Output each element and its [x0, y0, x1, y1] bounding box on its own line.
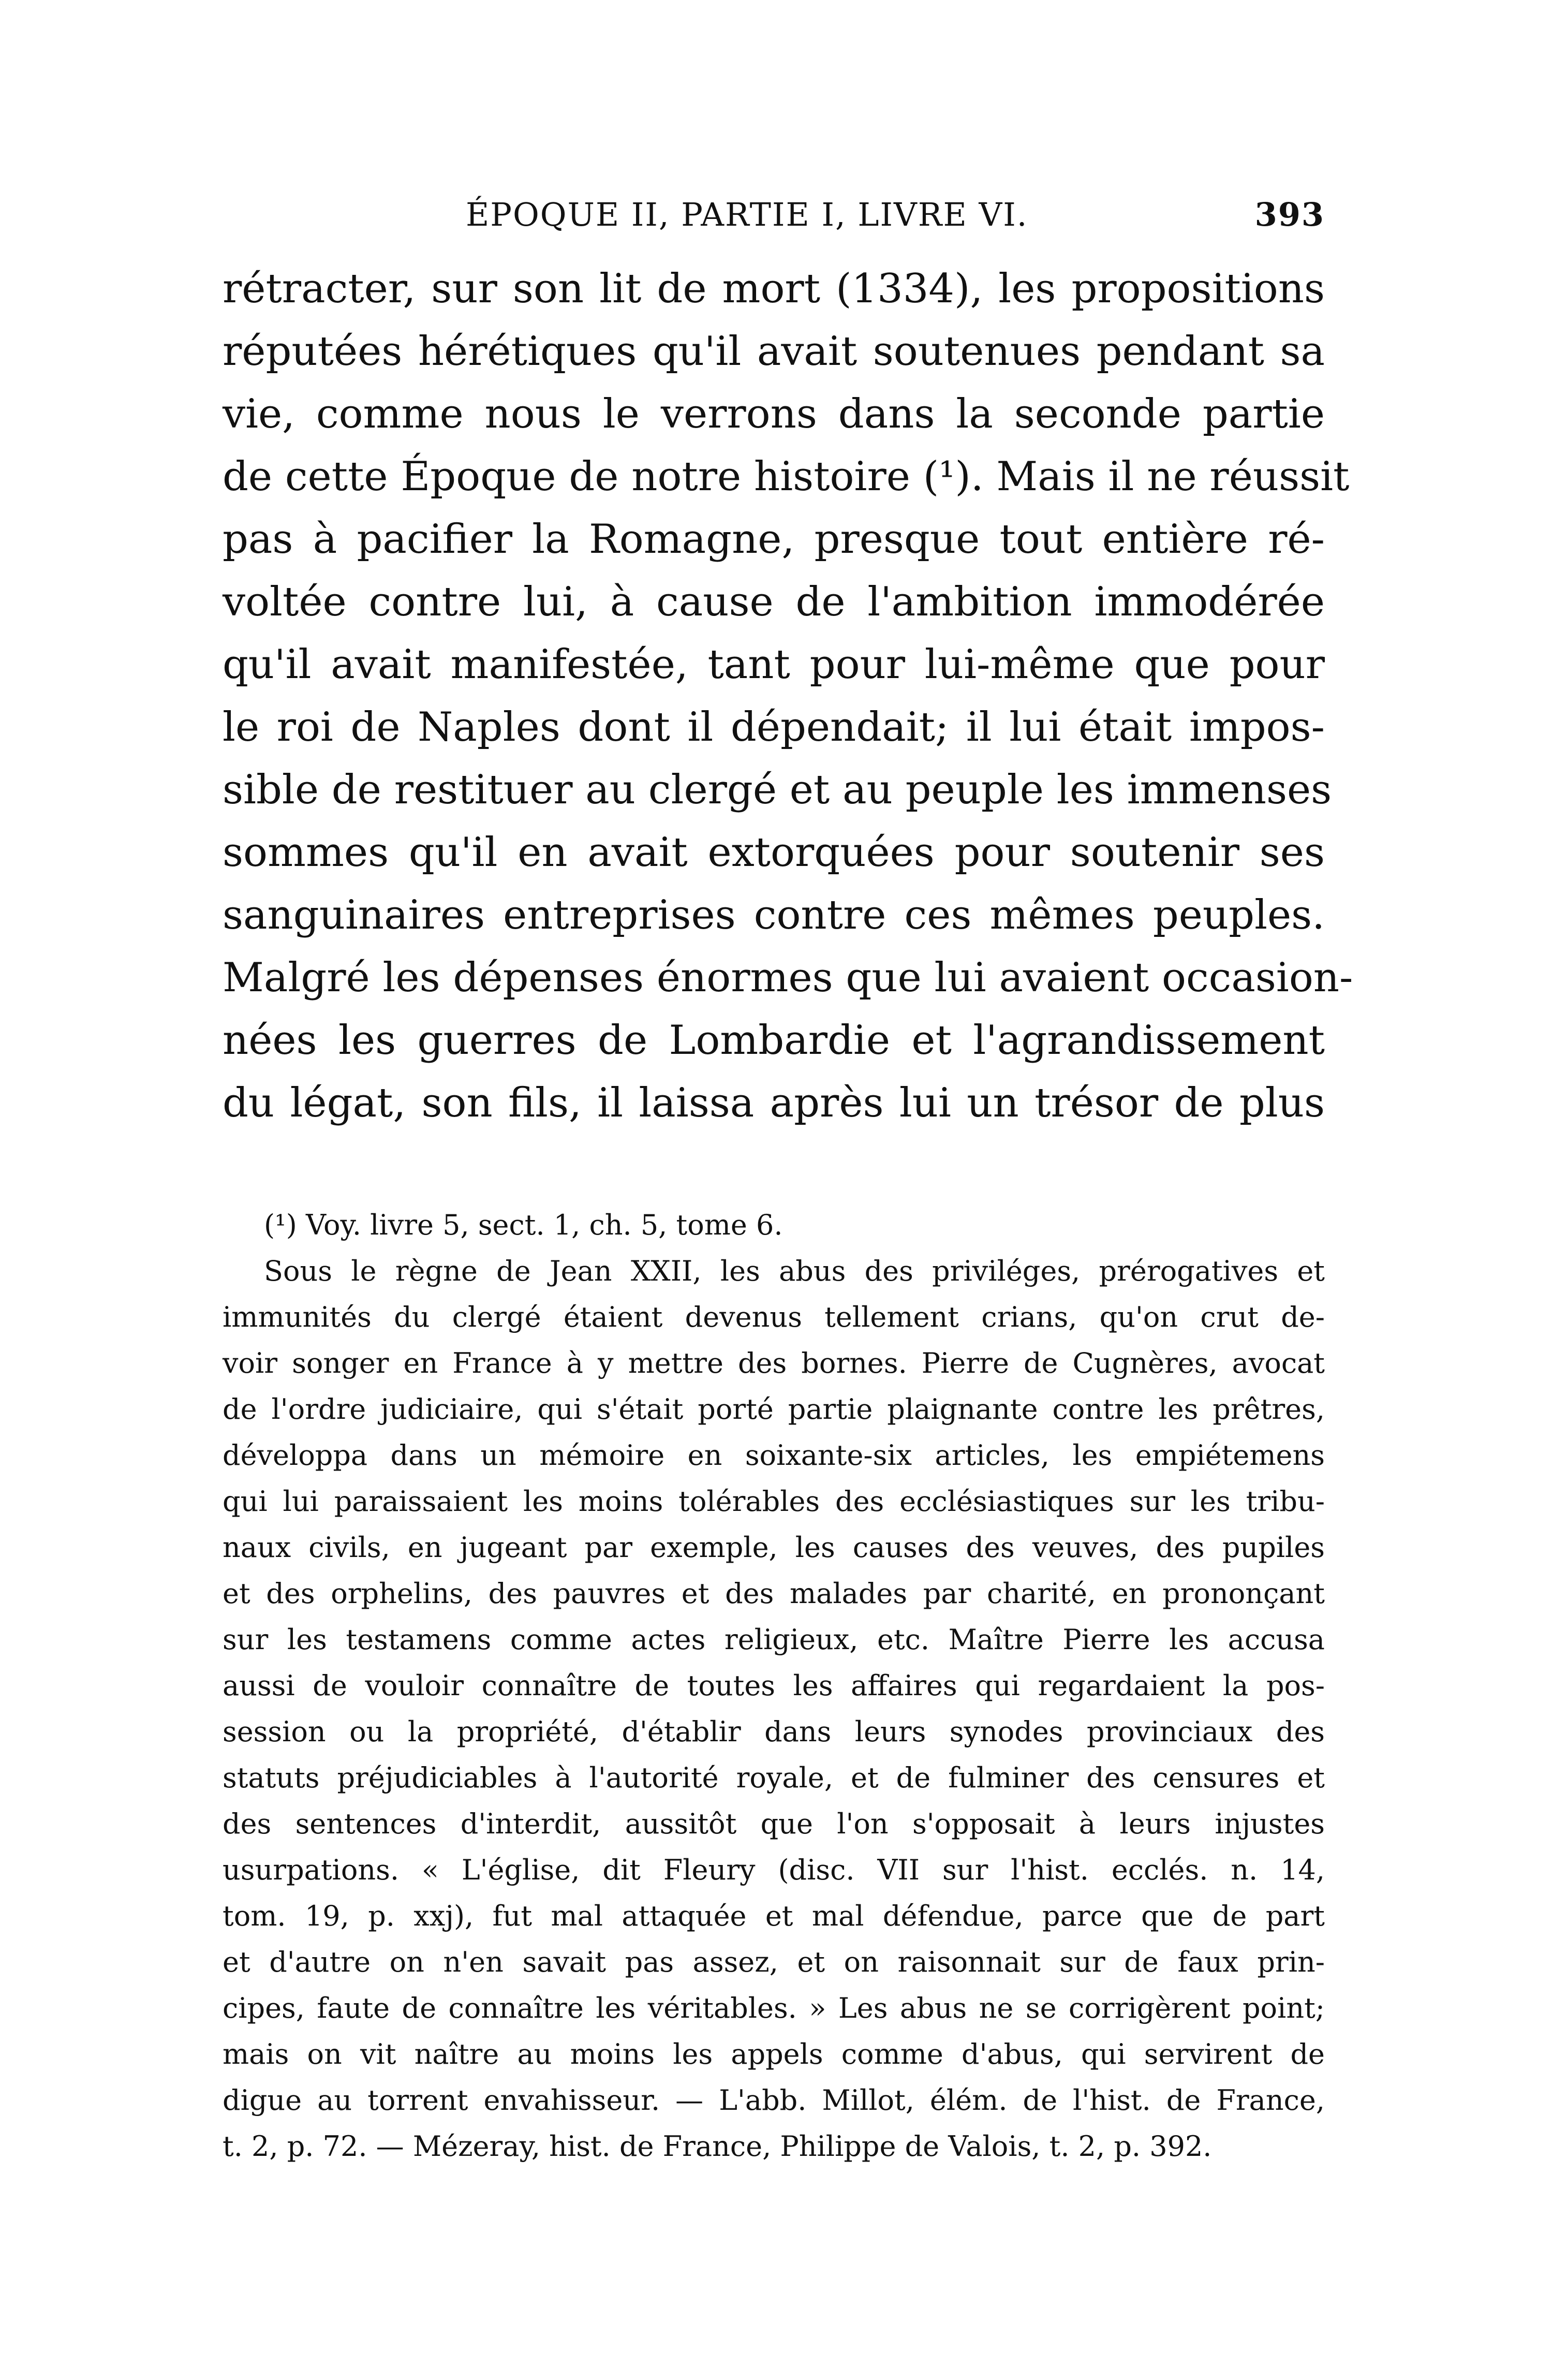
footnotes [223, 1202, 1325, 2169]
body-line: qu'il avait manifestée, tant pour lui-même que pour [223, 641, 1325, 688]
body-line: du légat, son fils, il laissa après lui un trésor de plus [223, 1080, 1325, 1126]
footnote-line: cipes, faute de connaître les véritables. » Les abus ne se corrigèrent point; [223, 1992, 1325, 2024]
footnote-line: usurpations. « L'église, dit Fleury (disc. VII sur l'hist. ecclés. n. 14, [223, 1854, 1325, 1886]
footnote-line: et d'autre on n'en savait pas assez, et on raisonnait sur de faux prin- [223, 1946, 1325, 1978]
footnote-line: digue au torrent envahisseur. — L'abb. Millot, élém. de l'hist. de France, [223, 2084, 1325, 2117]
footnote-line: immunités du clergé étaient devenus tellement crians, qu'on crut de- [223, 1301, 1325, 1333]
footnote-line: mais on vit naître au moins les appels comme d'abus, qui servirent de [223, 2038, 1325, 2070]
footnote-line: développa dans un mémoire en soixante-six articles, les empiétemens [223, 1439, 1325, 1472]
running-header-title: ÉPOQUE II, PARTIE I, LIVRE VI. [466, 196, 1028, 233]
body-line: vie, comme nous le verrons dans la seconde partie [223, 391, 1325, 437]
footnote-line: voir songer en France à y mettre des bornes. Pierre de Cugnères, avocat [223, 1347, 1325, 1379]
running-header [223, 196, 1325, 242]
footnote-line: session ou la propriété, d'établir dans leurs synodes provinciaux des [223, 1715, 1325, 1748]
footnote-line: tom. 19, p. xxj), fut mal attaquée et mal défendue, parce que de part [223, 1900, 1325, 1932]
footnote-reference: (¹) Voy. livre 5, sect. 1, ch. 5, tome 6. [264, 1209, 783, 1241]
footnote-line: statuts préjudiciables à l'autorité royale, et de fulminer des censures et [223, 1761, 1325, 1794]
footnote-line: de l'ordre judiciaire, qui s'était porté partie plaignante contre les prêtres, [223, 1393, 1325, 1426]
body-line: le roi de Naples dont il dépendait; il lui était impos- [223, 704, 1325, 751]
body-line: rétracter, sur son lit de mort (1334), les propositions [223, 266, 1325, 312]
footnote-line: naux civils, en jugeant par exemple, les causes des veuves, des pupiles [223, 1531, 1325, 1564]
body-line: pas à pacifier la Romagne, presque tout entière ré- [223, 516, 1325, 563]
body-line: Malgré les dépenses énormes que lui avaient occasion- [223, 954, 1353, 1001]
body-line: de cette Époque de notre histoire (¹). Mais il ne réussit [223, 453, 1350, 500]
body-line: sanguinaires entreprises contre ces mêmes peuples. [223, 892, 1325, 938]
footnote-line: et des orphelins, des pauvres et des malades par charité, en prononçant [223, 1577, 1325, 1610]
body-line: sommes qu'il en avait extorquées pour soutenir ses [223, 829, 1325, 876]
page-number: 393 [1254, 196, 1325, 233]
footnote-line: t. 2, p. 72. — Mézeray, hist. de France, Philippe de Valois, t. 2, p. 392. [223, 2130, 1212, 2163]
footnote-line: des sentences d'interdit, aussitôt que l'on s'opposait à leurs injustes [223, 1808, 1325, 1840]
footnote-line: aussi de vouloir connaître de toutes les affaires qui regardaient la pos- [223, 1669, 1325, 1702]
body-line: sible de restituer au clergé et au peuple les immenses [223, 767, 1332, 813]
footnote-line: qui lui paraissaient les moins tolérables des ecclésiastiques sur les tribu- [223, 1485, 1325, 1518]
body-line: réputées hérétiques qu'il avait soutenues pendant sa [223, 328, 1325, 375]
body-line: nées les guerres de Lombardie et l'agrandissement [223, 1017, 1325, 1064]
body-line: voltée contre lui, à cause de l'ambition immodérée [223, 579, 1325, 625]
footnote-line: Sous le règne de Jean XXII, les abus des priviléges, prérogatives et [264, 1255, 1325, 1287]
footnote-line: sur les testamens comme actes religieux, etc. Maître Pierre les accusa [223, 1623, 1325, 1656]
main-text [223, 258, 1353, 1135]
